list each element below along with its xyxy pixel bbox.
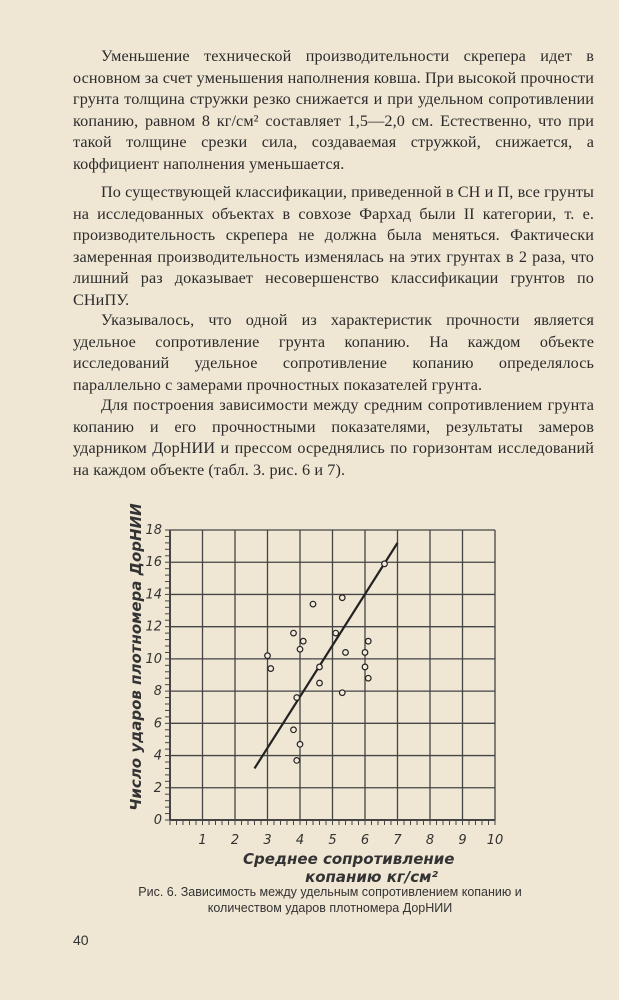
figure-caption: Рис. 6. Зависимость между удельным сопротивлением копанию и количеством ударов плотномера ДорНИИ [138, 885, 522, 915]
paragraph-3: Указывалось, что одной из характеристик прочности является удельное сопротивление грунта копанию. На каждом объекте исследований удельное сопротивление копанию определялось параллельно с замерами прочностных показателей грунта. [73, 311, 594, 394]
data-point [294, 695, 300, 701]
data-point [297, 741, 303, 747]
data-point [339, 690, 345, 696]
trend-line [255, 543, 398, 769]
chart-grid [165, 530, 495, 825]
page-number: 40 [73, 932, 89, 948]
data-point [300, 638, 306, 644]
y-tick-label: 16 [145, 555, 162, 571]
chart-ticks [145, 523, 503, 848]
data-point [382, 561, 388, 567]
x-tick-label: 5 [328, 833, 337, 848]
x-tick-label: 3 [263, 833, 272, 848]
data-point [365, 675, 371, 681]
paragraph-1: Уменьшение технической производительности скрепера идет в основном за счет уменьшения наполнения ковша. При высокой прочности грунта толщина стружки резко снижается и при удельном сопротивлении копанию, равном 8 кг/см² составляет 1,5—2,0 см. Естественно, что при такой толщине срезки сила, создаваемая стружкой, снижается, а коффициент наполнения уменьшается. [73, 47, 594, 173]
x-tick-label: 9 [458, 833, 467, 848]
data-point [294, 758, 300, 764]
x-tick-label: 1 [198, 833, 207, 848]
data-point [362, 650, 368, 656]
data-point [265, 653, 271, 659]
y-tick-label: 8 [153, 684, 162, 700]
x-tick-label: 10 [486, 833, 504, 848]
y-tick-label: 6 [153, 716, 162, 732]
x-tick-label: 8 [425, 833, 435, 848]
paragraph-2: По существующей классификации, приведенной в СН и П, все грунты на исследованных объектах в совхозе Фархад были II категории, т. е. производительность скрепера не должна была меняться. Фактически замеренная производительность изменялась на этих грунтах в 2 раза, что лишний раз доказывает несовершенство классификации грунтов по СНиПУ. [73, 183, 594, 309]
data-point [365, 638, 371, 644]
y-tick-label: 2 [153, 780, 162, 796]
x-axis-label: Среднее сопротивление копанию кг/см² [243, 850, 455, 886]
x-tick-label: 6 [360, 833, 370, 848]
x-tick-label: 4 [295, 833, 305, 848]
data-point [339, 595, 345, 601]
y-tick-label: 12 [145, 619, 162, 635]
data-point [297, 646, 303, 652]
y-tick-label: 0 [153, 813, 162, 828]
x-tick-label: 2 [230, 833, 240, 848]
data-point [268, 666, 274, 672]
chart-marks [255, 543, 398, 769]
data-point [317, 664, 323, 670]
data-point [343, 650, 349, 656]
paragraph-4: Для построения зависимости между средним сопротивлением грунта копанию и его прочностными показателями, результаты замеров ударником ДорНИИ и прессом осреднялись по горизонтам исследований на каждом объекте (табл. 3. рис. 6 и 7). [73, 396, 594, 479]
x-tick-label: 7 [393, 833, 402, 848]
data-point [291, 630, 297, 636]
y-tick-label: 4 [153, 748, 162, 764]
data-point [310, 601, 316, 607]
y-tick-label: 14 [145, 587, 162, 603]
y-tick-label: 18 [145, 523, 162, 538]
data-point [362, 664, 368, 670]
data-point [291, 727, 297, 733]
y-tick-label: 10 [145, 651, 162, 667]
data-point [317, 680, 323, 686]
data-point [333, 630, 339, 636]
y-axis-label: Число ударов плотномера ДорНИИ [127, 503, 145, 811]
figure-chart [118, 495, 548, 886]
